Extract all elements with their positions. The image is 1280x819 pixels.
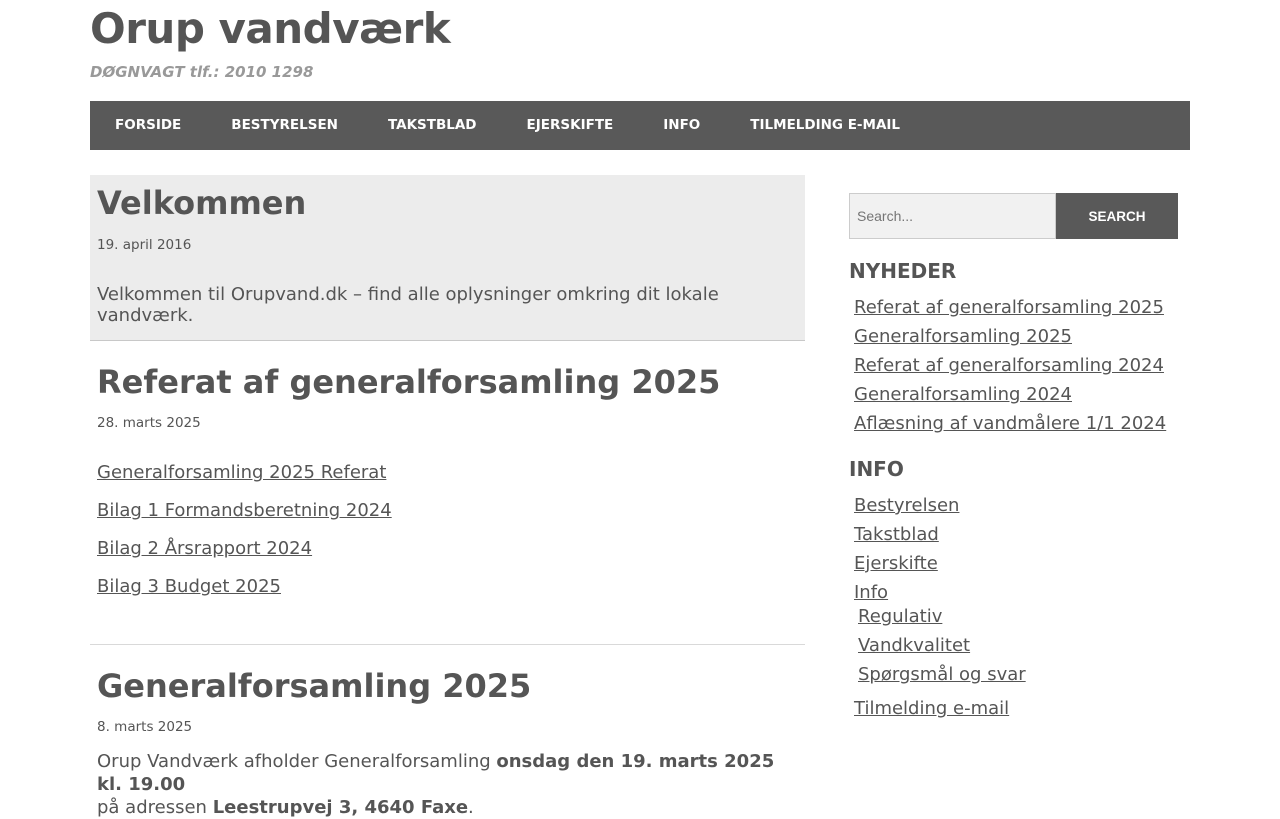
- site-title[interactable]: Orup vandværk: [90, 4, 451, 53]
- info-subitem-faq[interactable]: Spørgsmål og svar: [858, 664, 1026, 685]
- post-date: 19. april 2016: [97, 237, 192, 254]
- info-item-info[interactable]: Info: [854, 582, 889, 603]
- search-button[interactable]: SEARCH: [1056, 193, 1178, 239]
- post-date: 8. marts 2025: [97, 719, 193, 736]
- news-widget-title: NYHEDER: [849, 259, 957, 283]
- sidebar: [849, 193, 1179, 719]
- info-subitem-vandkvalitet[interactable]: Vandkvalitet: [858, 635, 971, 656]
- document-link[interactable]: Bilag 2 Årsrapport 2024: [97, 538, 313, 560]
- post-body: [97, 750, 798, 819]
- nav-item-info[interactable]: INFO: [663, 117, 701, 133]
- main-content: [90, 175, 805, 819]
- document-link[interactable]: Generalforsamling 2025 Referat: [97, 462, 387, 484]
- post-title[interactable]: Velkommen: [97, 184, 307, 222]
- search-form: [849, 193, 1179, 239]
- info-item-takstblad[interactable]: Takstblad: [854, 524, 939, 545]
- nav-item-takstblad[interactable]: TAKSTBLAD: [387, 117, 477, 133]
- body-text: .: [468, 797, 474, 819]
- info-list: [849, 495, 1179, 719]
- nav-item-forside[interactable]: FORSIDE: [115, 117, 182, 133]
- info-subitem-regulativ[interactable]: Regulativ: [858, 606, 943, 627]
- post-title[interactable]: Generalforsamling 2025: [97, 667, 532, 705]
- body-address: Leestrupvej 3, 4640 Faxe: [212, 797, 469, 819]
- post-velkommen: [90, 175, 805, 341]
- news-item[interactable]: Referat af generalforsamling 2025: [854, 297, 1164, 318]
- post-body: Velkommen til Orupvand.dk – find alle oplysninger omkring dit lokale vandværk.: [97, 284, 719, 327]
- body-datetime: onsdag den 19. marts 2025 kl. 19.00: [97, 751, 775, 796]
- body-text: Orup Vandværk afholder Generalforsamling: [97, 751, 497, 773]
- info-widget-title: INFO: [849, 457, 904, 481]
- news-item[interactable]: Generalforsamling 2024: [854, 384, 1072, 405]
- body-text: på adressen: [97, 797, 213, 819]
- post-referat-2025: [90, 341, 805, 645]
- news-item[interactable]: Aflæsning af vandmålere 1/1 2024: [854, 413, 1167, 434]
- main-navigation: [90, 101, 1190, 150]
- post-title[interactable]: Referat af generalforsamling 2025: [97, 363, 721, 401]
- document-link[interactable]: Bilag 3 Budget 2025: [97, 576, 281, 598]
- post-generalforsamling-2025: [90, 645, 805, 819]
- document-link[interactable]: Bilag 1 Formandsberetning 2024: [97, 500, 392, 522]
- news-item[interactable]: Generalforsamling 2025: [854, 326, 1072, 347]
- info-item-ejerskifte[interactable]: Ejerskifte: [854, 553, 938, 574]
- nav-item-tilmelding-email[interactable]: TILMELDING E-MAIL: [750, 117, 901, 133]
- post-date: 28. marts 2025: [97, 415, 201, 432]
- info-sublist: [854, 606, 1179, 685]
- nav-item-ejerskifte[interactable]: EJERSKIFTE: [526, 117, 614, 133]
- info-item-tilmelding-email[interactable]: Tilmelding e-mail: [854, 698, 1010, 719]
- news-item[interactable]: Referat af generalforsamling 2024: [854, 355, 1164, 376]
- nav-item-bestyrelsen[interactable]: BESTYRELSEN: [231, 117, 338, 133]
- news-list: [849, 297, 1179, 434]
- search-input[interactable]: [849, 193, 1056, 239]
- site-tagline: DØGNVAGT tlf.: 2010 1298: [90, 63, 314, 81]
- post-link-list: [97, 462, 798, 597]
- info-item-bestyrelsen[interactable]: Bestyrelsen: [854, 495, 960, 516]
